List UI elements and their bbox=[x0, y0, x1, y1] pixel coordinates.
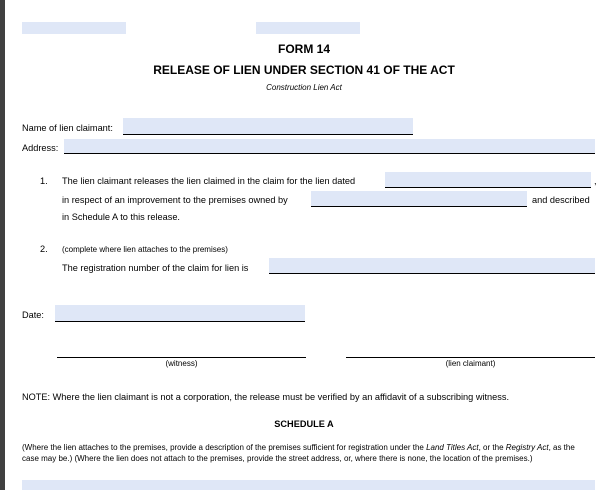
form-title: RELEASE OF LIEN UNDER SECTION 41 OF THE ACT bbox=[153, 63, 455, 77]
address-field[interactable] bbox=[64, 139, 595, 153]
owner-field[interactable] bbox=[311, 191, 527, 206]
land-titles-act: Land Titles Act bbox=[426, 443, 479, 452]
schedule-instructions bbox=[22, 443, 590, 464]
item2-note: (complete where lien attaches to the premises) bbox=[62, 245, 228, 254]
claimant-name-field[interactable] bbox=[123, 118, 413, 134]
item1-number: 1. bbox=[40, 176, 48, 186]
schedule-text-2: , or the bbox=[478, 443, 506, 452]
date-underline bbox=[55, 321, 305, 322]
registration-number-underline bbox=[269, 273, 595, 274]
claimant-name-label: Name of lien claimant: bbox=[22, 123, 113, 133]
date-label: Date: bbox=[22, 310, 44, 320]
act-name: Construction Lien Act bbox=[266, 83, 342, 92]
item1-comma: , bbox=[594, 176, 597, 186]
witness-label: (witness) bbox=[165, 359, 198, 368]
witness-signature-line bbox=[57, 357, 306, 358]
schedule-text-1: (Where the lien attaches to the premises, provide a description of the premises sufficient for registration under the bbox=[22, 443, 427, 452]
schedule-text-3: , as the case may be.) (Where the lien does not attach to the premises, provide the street address, or, where there is none, the location of the premises.) bbox=[22, 443, 575, 463]
address-underline bbox=[64, 153, 595, 154]
registry-act: Registry Act bbox=[505, 443, 549, 452]
item1-line3: in Schedule A to this release. bbox=[62, 212, 180, 222]
item1-line2-post: and described bbox=[532, 195, 590, 205]
claimant-signature-label: (lien claimant) bbox=[445, 359, 496, 368]
item1-line1: The lien claimant releases the lien claimed in the claim for the lien dated bbox=[62, 176, 356, 186]
date-field[interactable] bbox=[55, 305, 305, 321]
header-field-right[interactable] bbox=[256, 22, 360, 34]
lien-date-underline bbox=[385, 187, 591, 188]
owner-underline bbox=[311, 206, 527, 207]
claimant-signature-line bbox=[346, 357, 595, 358]
address-label: Address: bbox=[22, 143, 59, 153]
item2-line: The registration number of the claim for lien is bbox=[62, 263, 249, 273]
header-field-left[interactable] bbox=[22, 22, 126, 34]
form-number: FORM 14 bbox=[277, 42, 330, 56]
item2-number: 2. bbox=[40, 244, 48, 254]
verification-note: NOTE: Where the lien claimant is not a corporation, the release must be verified by an affidavit of a subscribing witness. bbox=[22, 392, 510, 402]
schedule-heading: SCHEDULE A bbox=[274, 419, 334, 429]
schedule-description-field[interactable] bbox=[22, 480, 595, 490]
registration-number-field[interactable] bbox=[269, 258, 595, 273]
item1-line2-pre: in respect of an improvement to the premises owned by bbox=[62, 195, 288, 205]
lien-date-field[interactable] bbox=[385, 172, 591, 187]
claimant-name-underline bbox=[123, 134, 413, 135]
